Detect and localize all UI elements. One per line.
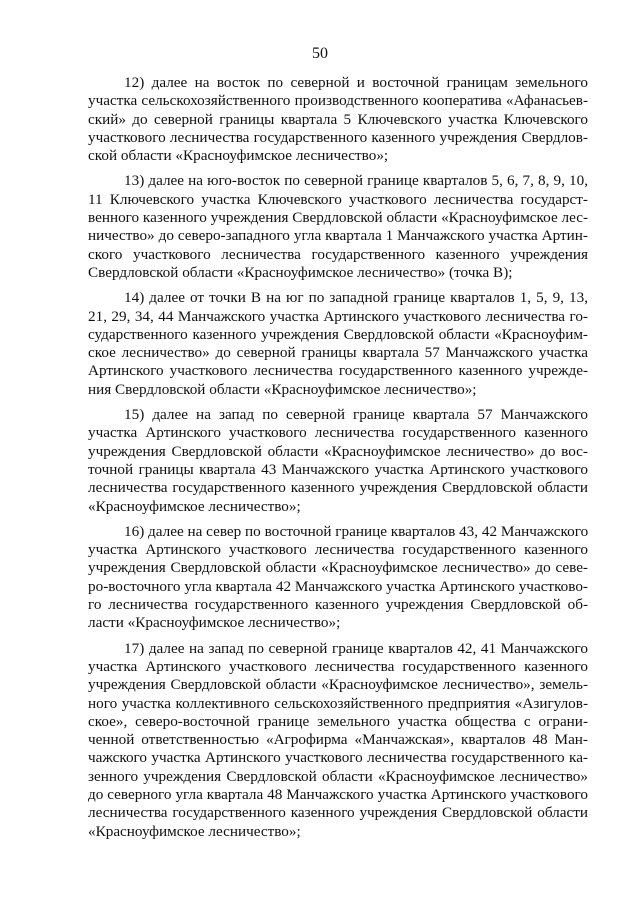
text-line: 13) далее на юго-восток по северной границе кварталов 5, 6, 7, 8, 9, 10, bbox=[124, 172, 588, 190]
text-line: го лесничества государственного казенного учреждения Свердловской об- bbox=[88, 596, 588, 614]
text-line: ченной ответственностью «Агрофирма «Манчажская», кварталов 48 Ман- bbox=[88, 731, 588, 749]
text-line: лесничества государственного казенного учреждения Свердловской области bbox=[88, 804, 588, 822]
text-line: участка Артинского участкового лесничества государственного казенного bbox=[88, 657, 588, 675]
text-line: «Красноуфимское лесничество»; bbox=[88, 497, 301, 515]
paragraph-item-13 bbox=[88, 172, 588, 282]
text-line: ро-восточного угла квартала 42 Манчажского участка Артинского участково- bbox=[88, 577, 588, 595]
paragraph-item-17 bbox=[88, 640, 588, 841]
text-line: ской области «Красноуфимское лесничество»; bbox=[88, 147, 389, 165]
text-line: участка Артинского участкового лесничества государственного казенного bbox=[88, 424, 588, 442]
text-line: ского участкового лесничества государственного казенного учреждения bbox=[88, 245, 588, 263]
text-line: 11 Ключевского участка Ключевского участкового лесничества государст- bbox=[88, 190, 588, 208]
text-line: «Красноуфимское лесничество»; bbox=[88, 822, 301, 840]
text-line: 21, 29, 34, 44 Манчажского участка Артинского участкового лесничества го- bbox=[88, 307, 588, 325]
paragraph-item-15 bbox=[88, 406, 588, 516]
text-line: 14) далее от точки В на юг по западной границе кварталов 1, 5, 9, 13, bbox=[124, 289, 588, 307]
text-line: ния Свердловской области «Красноуфимское лесничество»; bbox=[88, 380, 477, 398]
text-line: участкового лесничества государственного казенного учреждения Свердлов- bbox=[88, 128, 588, 146]
text-line: чажского участка Артинского участкового лесничества государственного ка- bbox=[88, 749, 588, 767]
text-line: 17) далее на запад по северной границе кварталов 42, 41 Манчажского bbox=[124, 639, 588, 657]
text-line: 16) далее на север по восточной границе кварталов 43, 42 Манчажского bbox=[124, 522, 589, 540]
text-line: лесничества государственного казенного учреждения Свердловской области bbox=[88, 479, 588, 497]
text-line: ское», северо-восточной границе земельного участка общества с ограни- bbox=[88, 712, 588, 730]
text-line: 15) далее на запад по северной границе квартала 57 Манчажского bbox=[124, 406, 588, 424]
text-line: ного участка коллективного сельскохозяйственного предприятия «Азигулов- bbox=[88, 694, 588, 712]
document-body bbox=[88, 74, 588, 848]
text-line: Артинского участкового лесничества государственного казенного учрежде- bbox=[88, 362, 588, 380]
text-line: Свердловской области «Красноуфимское лесничество» (точка В); bbox=[88, 263, 513, 281]
text-line: зенного учреждения Свердловской области «Красноуфимское лесничество» bbox=[88, 767, 588, 785]
text-line: участка сельскохозяйственного производственного кооператива «Афанасьев- bbox=[88, 92, 588, 110]
text-line: ское лесничество» до северной границы квартала 57 Манчажского участка bbox=[88, 344, 588, 362]
text-line: учреждения Свердловской области «Красноуфимское лесничество» до севе- bbox=[88, 559, 588, 577]
text-line: ничество» до северо-западного угла квартала 1 Манчажского участка Артин- bbox=[88, 227, 588, 245]
text-line: до северного угла квартала 48 Манчажского участка Артинского участкового bbox=[88, 785, 588, 803]
text-line: точной границы квартала 43 Манчажского участка Артинского участкового bbox=[88, 460, 588, 478]
page-number: 50 bbox=[312, 45, 328, 62]
text-line: ласти «Красноуфимское лесничество»; bbox=[88, 614, 341, 632]
text-line: сударственного казенного учреждения Свердловской области «Красноуфим- bbox=[88, 325, 588, 343]
text-line: венного казенного учреждения Свердловской области «Красноуфимское лес- bbox=[88, 209, 588, 227]
text-line: ский» до северной границы квартала 5 Ключевского участка Ключевского bbox=[88, 110, 588, 128]
text-line: участка Артинского участкового лесничества государственного казенного bbox=[88, 541, 588, 559]
paragraph-item-14 bbox=[88, 289, 588, 399]
text-line: учреждения Свердловской области «Красноуфимское лесничество», земель- bbox=[88, 676, 588, 694]
text-line: 12) далее на восток по северной и восточной границам земельного bbox=[124, 74, 588, 91]
paragraph-item-16 bbox=[88, 523, 588, 633]
paragraph-item-12 bbox=[88, 74, 588, 165]
text-line: учреждения Свердловской области «Красноуфимское лесничество» до вос- bbox=[88, 442, 588, 460]
